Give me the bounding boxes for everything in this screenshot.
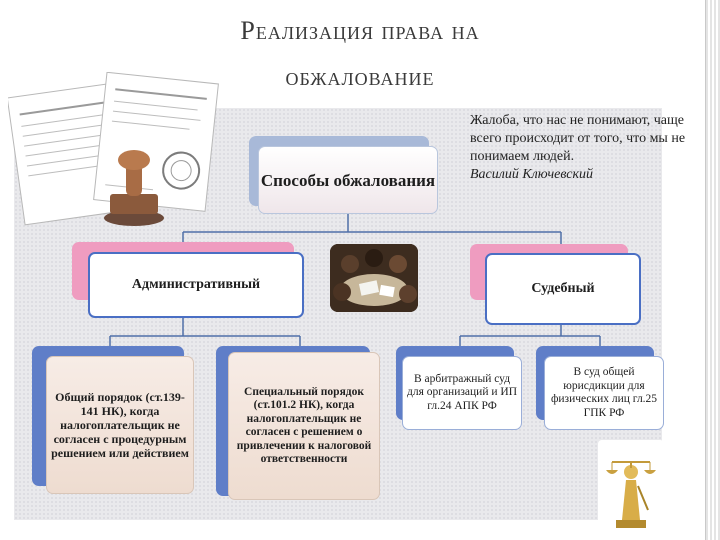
themis-statue-image	[598, 440, 664, 532]
general-court-node: В суд общей юрисдикции для физических лиц гл.25 ГПК РФ	[544, 356, 664, 430]
slide-title-line-2: обжалование	[285, 62, 435, 91]
quote-author: Василий Ключевский	[470, 167, 594, 182]
administrative-node: Административный	[88, 252, 304, 318]
judicial-node: Судебный	[485, 253, 641, 325]
arbitration-court-node: В арбитражный суд для организаций и ИП гл.24 АПК РФ	[402, 356, 522, 430]
special-procedure-node: Специальный порядок (ст.101.2 НК), когда налогоплательщик не согласен с решением о привлечении к налоговой ответственности	[228, 352, 380, 500]
general-procedure-node: Общий порядок (ст.139-141 НК), когда налогоплательщик не согласен с процедурным решением или действием	[46, 356, 194, 494]
root-node-appeal-methods: Способы обжалования	[258, 146, 438, 214]
quote-text: Жалоба, что нас не понимают, чаще всего происходит от того, что мы не понимаем людей.	[470, 113, 686, 164]
slide-title-line-1: Реализация права на	[240, 16, 480, 45]
people-around-table-photo	[330, 244, 418, 312]
